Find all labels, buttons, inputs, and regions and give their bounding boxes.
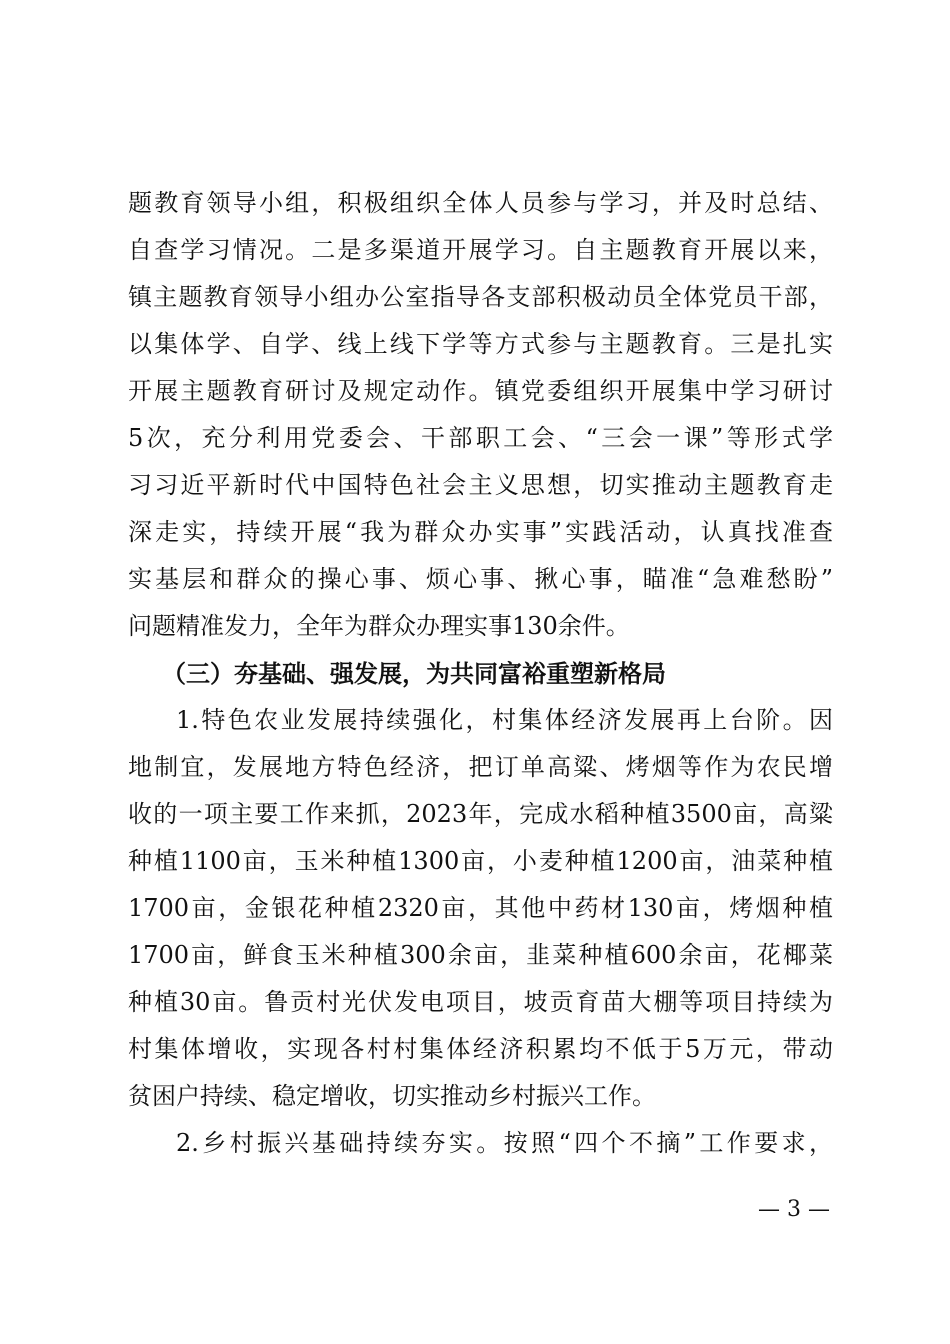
paragraph-line: 实基层和群众的操心事、烦心事、揪心事，瞄准“急难愁盼”: [128, 565, 833, 593]
paragraph-line: 问题精准发力，全年为群众办理实事130余件。: [128, 612, 630, 640]
paragraph-line: 镇主题教育领导小组办公室指导各支部积极动员全体党员干部，: [128, 283, 833, 311]
paragraph-line: 5次，充分利用党委会、干部职工会、“三会一课”等形式学: [128, 424, 833, 452]
paragraph-line: 村集体增收，实现各村村集体经济积累均不低于5万元，带动: [128, 1035, 833, 1063]
paragraph-line: 习习近平新时代中国特色社会主义思想，切实推动主题教育走: [128, 471, 833, 499]
paragraph-line: 1700亩，金银花种植2320亩，其他中药材130亩，烤烟种植: [128, 894, 833, 922]
paragraph-line: 种植30亩。鲁贡村光伏发电项目，坡贡育苗大棚等项目持续为: [128, 988, 833, 1016]
paragraph-line: 收的一项主要工作来抓，2023年，完成水稻种植3500亩，高粱: [128, 800, 833, 828]
paragraph-line: 开展主题教育研讨及规定动作。镇党委组织开展集中学习研讨: [128, 377, 833, 405]
paragraph-line: 自查学习情况。二是多渠道开展学习。自主题教育开展以来，: [128, 236, 833, 264]
paragraph-line: 地制宜，发展地方特色经济，把订单高粱、烤烟等作为农民增: [128, 753, 833, 781]
paragraph-line: 1.特色农业发展持续强化，村集体经济发展再上台阶。因: [176, 706, 833, 734]
paragraph-line: 以集体学、自学、线上线下学等方式参与主题教育。三是扎实: [128, 330, 833, 358]
paragraph-line: 2.乡村振兴基础持续夯实。按照“四个不摘”工作要求，: [176, 1129, 833, 1157]
paragraph-line: 贫困户持续、稳定增收，切实推动乡村振兴工作。: [128, 1082, 656, 1110]
paragraph-line: 种植1100亩，玉米种植1300亩，小麦种植1200亩，油菜种植: [128, 847, 833, 875]
section-heading: （三）夯基础、强发展，为共同富裕重塑新格局: [162, 659, 666, 688]
paragraph-line: 1700亩，鲜食玉米种植300余亩，韭菜种植600余亩，花椰菜: [128, 941, 833, 969]
page-number: — 3 —: [758, 1197, 830, 1222]
paragraph-line: 题教育领导小组，积极组织全体人员参与学习，并及时总结、: [128, 189, 833, 217]
paragraph-line: 深走实，持续开展“我为群众办实事”实践活动，认真找准查: [128, 518, 833, 546]
